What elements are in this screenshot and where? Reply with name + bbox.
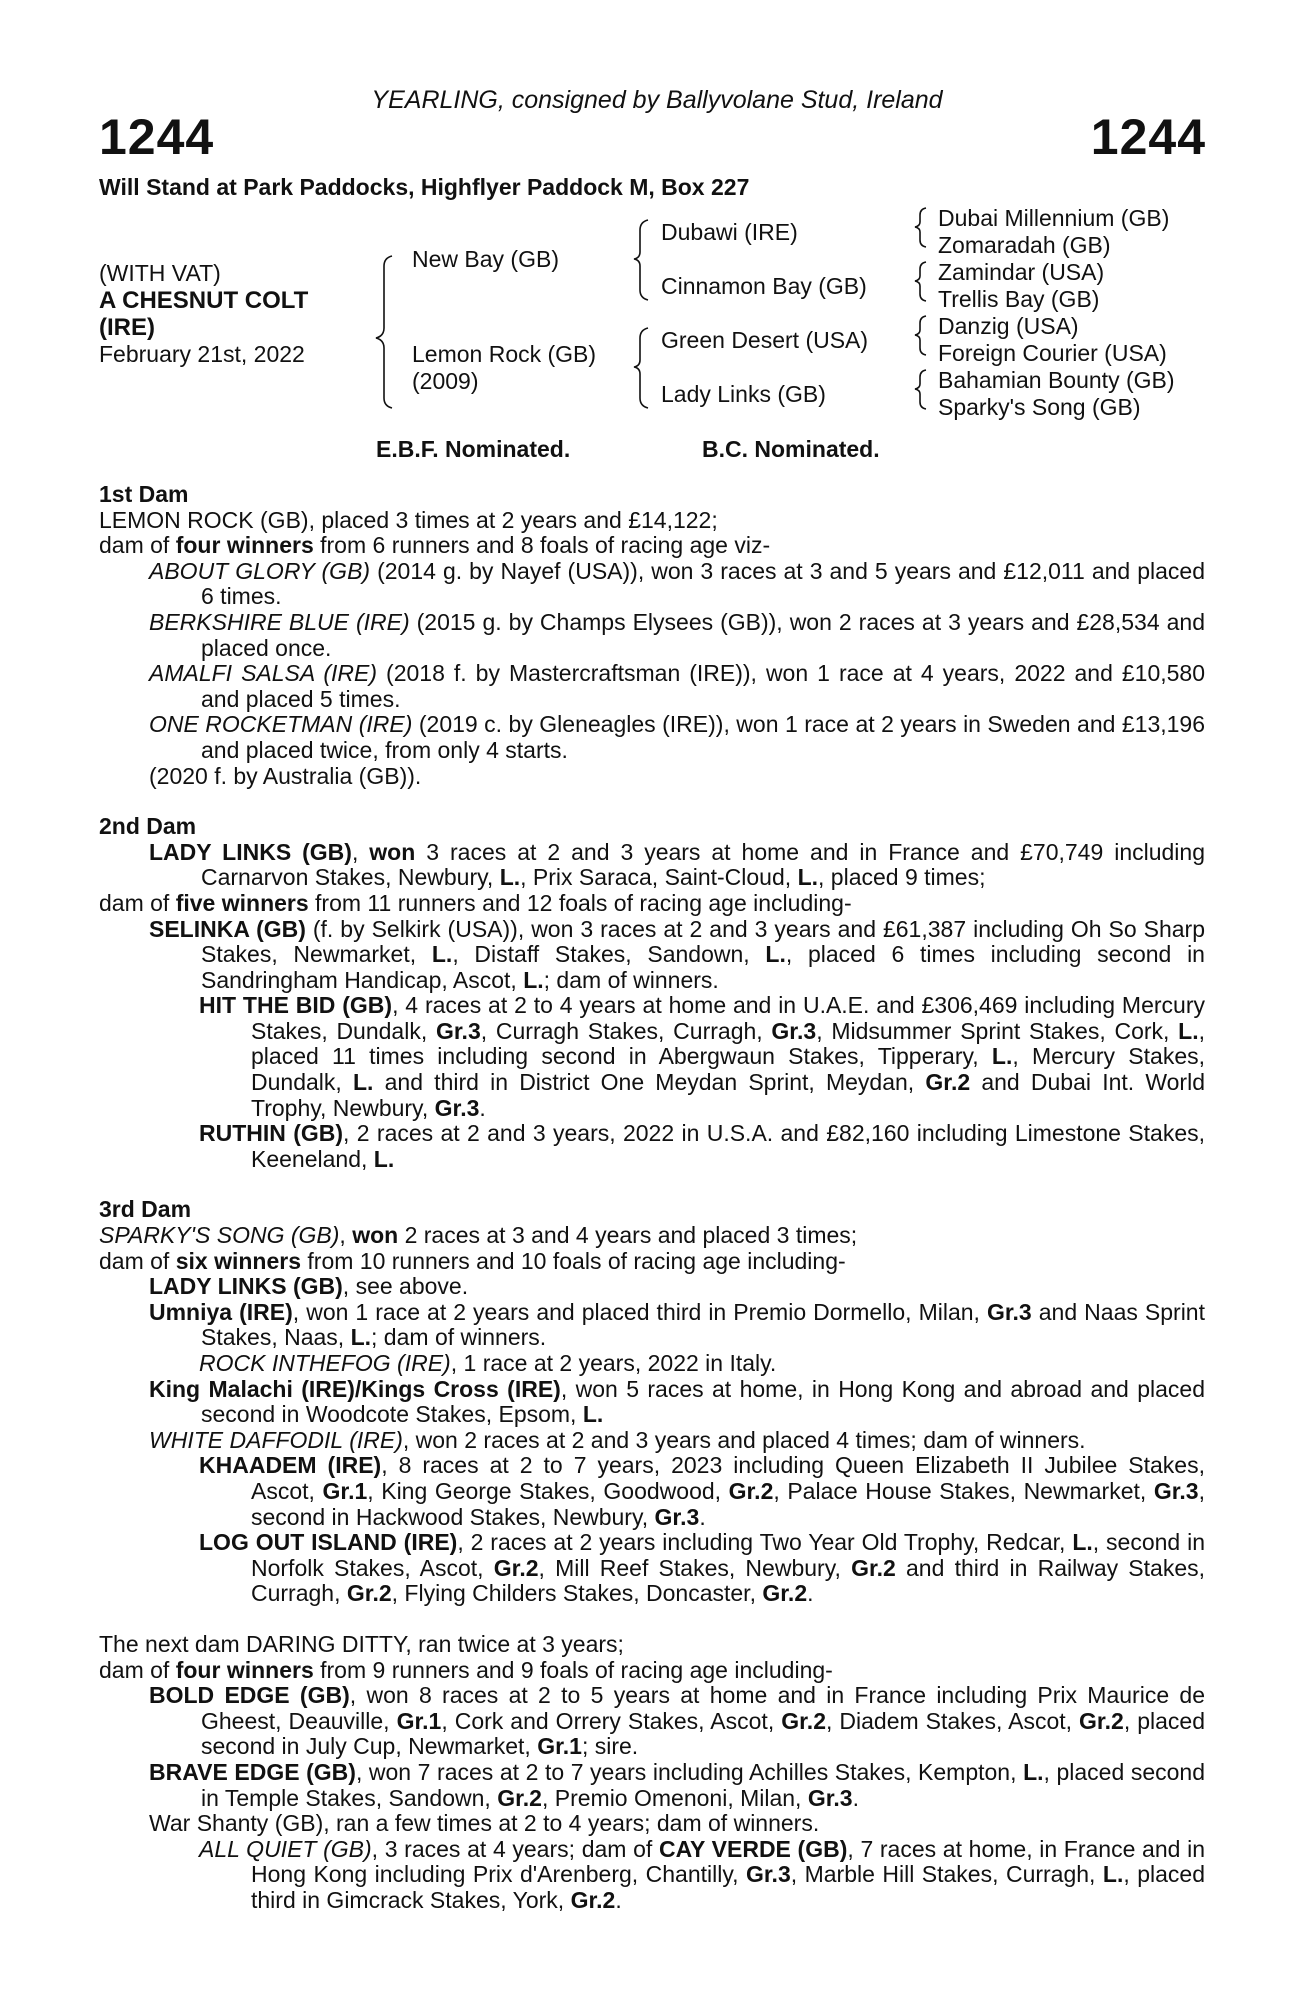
produce-selinka: SELINKA (GB) (f. by Selkirk (USA)), won 3 races at 2 and 3 years and £61,387 including Oh So Sharp Stakes, Newmarket, L., Distaff Stakes, Sandown, L., placed 6 times including second in Sandringham Handicap, Ascot, L.; dam of winners. [149, 915, 1205, 993]
bracket-g3-1 [915, 208, 926, 247]
dam-sire-dam: Foreign Courier (USA) [938, 340, 1167, 366]
third-dam-heading: 3rd Dam [99, 1196, 192, 1223]
dam: Lemon Rock (GB) [412, 341, 597, 367]
sire-sire-sire: Dubai Millennium (GB) [938, 205, 1170, 231]
produce-2020-filly: (2020 f. by Australia (GB)). [149, 762, 422, 789]
produce-berkshire-blue: BERKSHIRE BLUE (IRE) (2015 g. by Champs Elysees (GB)), won 2 races at 3 years and £28,534 and placed once. [149, 608, 1205, 661]
produce-one-rocketman: ONE ROCKETMAN (IRE) (2019 c. by Gleneagles (IRE)), won 1 race at 2 years in Sweden and £13,196 and placed twice, from only 4 starts. [149, 711, 1206, 763]
produce-king-malachi: King Malachi (IRE)/Kings Cross (IRE), won 5 races at home, in Hong Kong and abroad and placed second in Woodcote Stakes, Epsom, L. [149, 1375, 1205, 1428]
bracket-main [376, 256, 392, 408]
second-dam-heading: 2nd Dam [99, 813, 197, 840]
bracket-sire [634, 220, 648, 300]
sire-sire: Dubawi (IRE) [661, 219, 798, 245]
produce-all-quiet: ALL QUIET (GB), 3 races at 4 years; dam of CAY VERDE (GB), 7 races at home, in France and in Hong Kong including Prix d'Arenberg, Chantilly, Gr.3, Marble Hill Stakes, Curragh, L., placed third in Gimcrack Stakes, York, Gr.2. [199, 1835, 1206, 1913]
produce-ruthin: RUTHIN (GB), 2 races at 2 and 3 years, 2022 in U.S.A. and £82,160 including Limestone Stakes, Keeneland, L. [199, 1120, 1205, 1172]
sire-dam-dam: Trellis Bay (GB) [938, 286, 1100, 312]
produce-lady-links: LADY LINKS (GB), see above. [149, 1273, 469, 1300]
third-dam-produce: dam of six winners from 10 runners and 10 foals of racing age including- [99, 1247, 846, 1274]
dam-sire-sire: Danzig (USA) [938, 313, 1079, 339]
produce-umniya: Umniya (IRE), won 1 race at 2 years and placed third in Premio Dormello, Milan, Gr.3 and Naas Sprint Stakes, Naas, L.; dam of winners. [149, 1298, 1205, 1351]
produce-white-daffodil: WHITE DAFFODIL (IRE), won 2 races at 2 and 3 years and placed 4 times; dam of winners. [149, 1426, 1086, 1453]
horse-name: A CHESNUT COLT [99, 287, 309, 314]
produce-bold-edge: BOLD EDGE (GB), won 8 races at 2 to 5 years at home and in France including Prix Maurice de Gheest, Deauville, Gr.1, Cork and Orrery Stakes, Ascot, Gr.2, Diadem Stakes, Ascot, Gr.2, placed second in July Cup, Newmarket, Gr.1; sire. [149, 1682, 1205, 1760]
produce-amalfi-salsa: AMALFI SALSA (IRE) (2018 f. by Mastercraftsman (IRE)), won 1 race at 4 years, 2022 and £10,580 and placed 5 times. [149, 660, 1206, 712]
produce-brave-edge: BRAVE EDGE (GB), won 7 races at 2 to 7 years including Achilles Stakes, Kempton, L., placed second in Temple Stakes, Sandown, Gr.2, Premio Omenoni, Milan, Gr.3. [149, 1758, 1205, 1811]
second-dam-line: LADY LINKS (GB), won 3 races at 2 and 3 years at home and in France and £70,749 including Carnarvon Stakes, Newbury, L., Prix Saraca, Saint-Cloud, L., placed 9 times; [149, 838, 1205, 891]
produce-rock-inthefog: ROCK INTHEFOG (IRE), 1 race at 2 years, 2022 in Italy. [199, 1350, 777, 1376]
dam-year: (2009) [412, 368, 479, 394]
dam-sire: Green Desert (USA) [661, 327, 869, 353]
second-dam-produce: dam of five winners from 11 runners and 12 foals of racing age including- [99, 889, 852, 916]
next-dam-line: The next dam DARING DITTY, ran twice at 3 years; [99, 1630, 624, 1657]
sire-dam: Cinnamon Bay (GB) [661, 273, 867, 299]
first-dam-line: LEMON ROCK (GB), placed 3 times at 2 years and £14,122; [99, 506, 718, 533]
sire-sire-dam: Zomaradah (GB) [938, 232, 1111, 258]
dam-dam: Lady Links (GB) [661, 381, 826, 407]
produce-khaadem: KHAADEM (IRE), 8 races at 2 to 7 years, 2023 including Queen Elizabeth II Jubilee Stakes, Ascot, Gr.1, King George Stakes, Goodwood, Gr.2, Palace House Stakes, Newmarket, Gr.3, second in Hackwood Stakes, Newbury, Gr.3. [199, 1452, 1205, 1530]
produce-about-glory: ABOUT GLORY (GB) (2014 g. by Nayef (USA)), won 3 races at 3 and 5 years and £12,011 and placed 6 times. [149, 557, 1205, 610]
first-dam-heading: 1st Dam [99, 481, 189, 507]
consignment-header: YEARLING, consigned by Ballyvolane Stud, Ireland [371, 86, 943, 114]
bc-nominated: B.C. Nominated. [702, 436, 880, 462]
dam-dam-dam: Sparky's Song (GB) [938, 394, 1141, 420]
ebf-nominated: E.B.F. Nominated. [376, 436, 571, 462]
lot-number-left: 1244 [99, 109, 215, 165]
next-dam-produce: dam of four winners from 9 runners and 9 foals of racing age including- [99, 1656, 833, 1683]
catalogue-body [99, 482, 1205, 1913]
horse-dob: February 21st, 2022 [99, 341, 305, 367]
horse-origin: (IRE) [99, 314, 155, 341]
bracket-g3-2 [915, 262, 926, 301]
produce-hit-the-bid: HIT THE BID (GB), 4 races at 2 to 4 years at home and in U.A.E. and £306,469 including Mercury Stakes, Dundalk, Gr.3, Curragh Stakes, Curragh, Gr.3, Midsummer Sprint Stakes, Cork, L., placed 11 times including second in Abergwaun Stakes, Tipperary, L., Mercury Stakes, Dundalk, L. and third in District One Meydan Sprint, Meydan, Gr.2 and Dubai Int. World Trophy, Newbury, Gr.3. [199, 992, 1206, 1121]
third-dam-line: SPARKY'S SONG (GB), won 2 races at 3 and 4 years and placed 3 times; [99, 1222, 858, 1249]
bracket-g3-3 [915, 316, 926, 355]
produce-log-out-island: LOG OUT ISLAND (IRE), 2 races at 2 years including Two Year Old Trophy, Redcar, L., second in Norfolk Stakes, Ascot, Gr.2, Mill Reef Stakes, Newbury, Gr.2 and third in Railway Stakes, Curragh, Gr.2, Flying Childers Stakes, Doncaster, Gr.2. [199, 1529, 1206, 1607]
vat-note: (WITH VAT) [99, 260, 221, 286]
dam-dam-sire: Bahamian Bounty (GB) [938, 367, 1175, 393]
sire-dam-sire: Zamindar (USA) [938, 259, 1105, 285]
produce-war-shanty: War Shanty (GB), ran a few times at 2 to 4 years; dam of winners. [149, 1810, 820, 1837]
bracket-g3-4 [915, 370, 926, 409]
sire: New Bay (GB) [412, 246, 559, 272]
bracket-dam [634, 328, 648, 408]
stand-location: Will Stand at Park Paddocks, Highflyer Paddock M, Box 227 [99, 174, 750, 200]
first-dam-produce: dam of four winners from 6 runners and 8 foals of racing age viz- [99, 532, 771, 559]
lot-number-right: 1244 [1090, 109, 1206, 165]
